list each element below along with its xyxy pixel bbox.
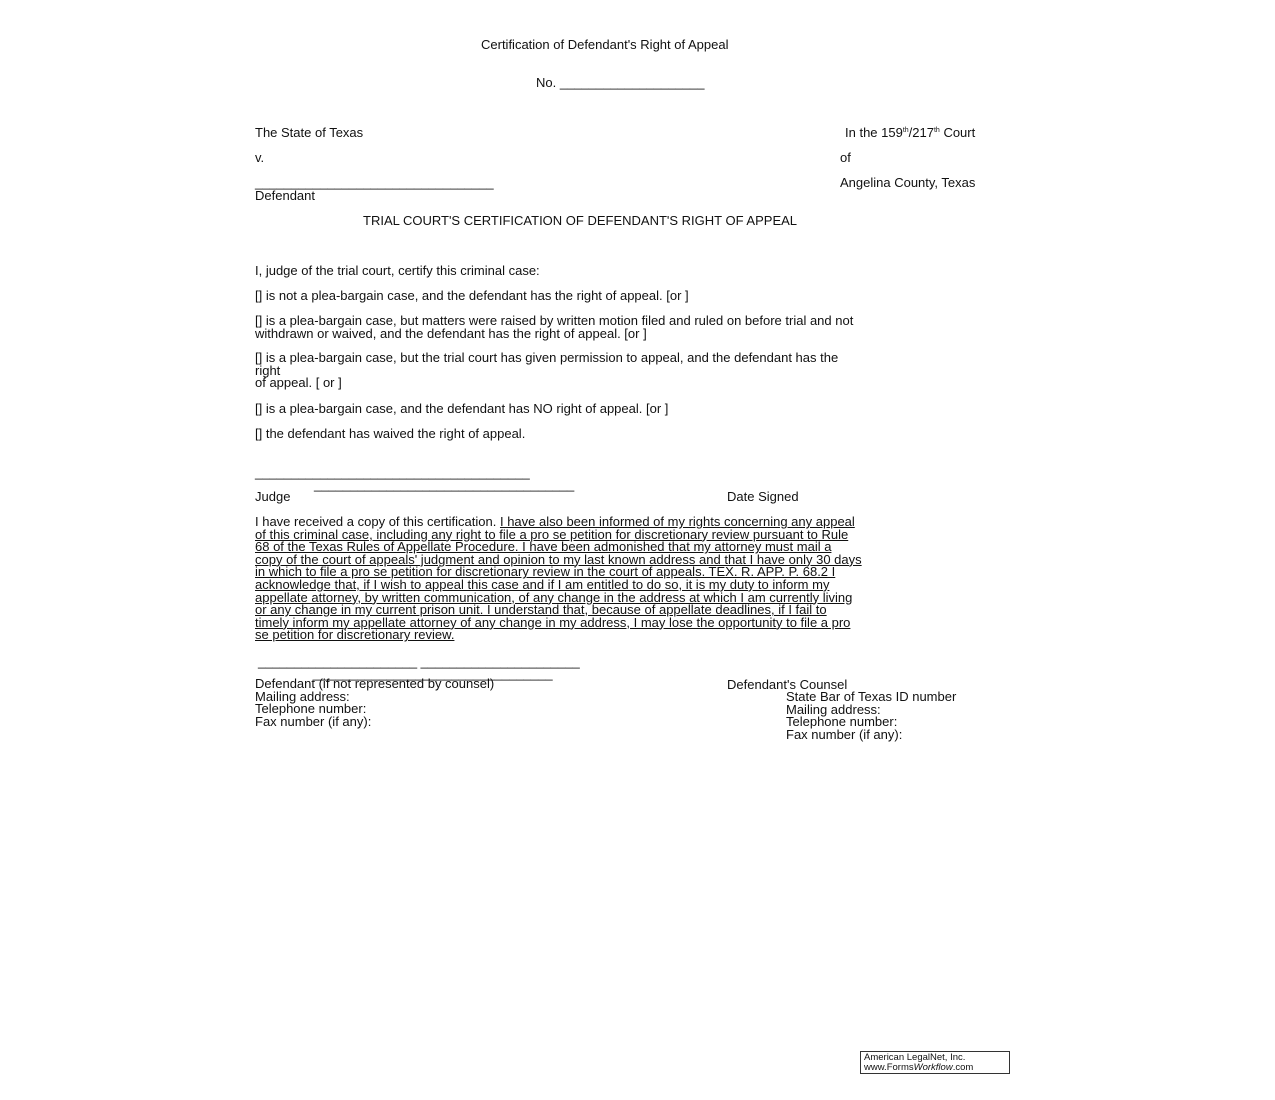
counsel-signature-line: _________________________________ [314, 666, 553, 681]
defendant-label: Defendant [255, 188, 315, 203]
option-permission [255, 352, 838, 390]
ack-line: timely inform my appellate attorney of any change in my address, I may lose the opportunity to file a pro [255, 614, 851, 630]
option-line: of appeal. [ or ] [255, 375, 342, 391]
counsel-title: Defendant's Counsel [727, 677, 848, 692]
ack-line: se petition for discretionary review. [255, 627, 455, 643]
counsel-block [786, 691, 956, 741]
court-sup2: th [933, 127, 940, 134]
option-not-plea-bargain: [] is not a plea-bargain case, and the defendant has the right of appeal. [or ] [255, 288, 689, 303]
defendant-line-label: Telephone number: [255, 701, 367, 717]
document-title: Certification of Defendant's Right of Appeal [481, 37, 729, 52]
ack-line: 68 of the Texas Rules of Appellate Procedure. I have been admonished that my attorney must mail a [255, 539, 832, 555]
court-prefix: In the 159 [845, 125, 903, 140]
court-of: of [840, 150, 851, 165]
publisher-url [864, 1063, 1009, 1073]
court-name [845, 126, 975, 140]
option-line: [] is a plea-bargain case, but matters were raised by written motion filed and ruled on before trial and not [255, 313, 854, 328]
defendant-line-label: Fax number (if any): [255, 713, 372, 729]
defendant-line-label: Defendant (if not represented by counsel) [255, 676, 495, 691]
counsel-line-label: State Bar of Texas ID number [786, 689, 957, 704]
acknowledgment-paragraph [255, 516, 1035, 642]
versus: v. [255, 150, 265, 165]
url-suffix: .com [952, 1062, 974, 1073]
court-suffix: Court [939, 125, 976, 140]
defendant-line: _________________________________ [255, 175, 494, 190]
defendant-line-label: Mailing address: [255, 688, 350, 704]
ack-plain: I have received a copy of this certification. [255, 514, 500, 529]
publisher-footer [860, 1051, 1010, 1074]
option-line: withdrawn or waived, and the defendant has the right of appeal. [or ] [255, 326, 647, 341]
date-signature-line: ____________________________________ [314, 477, 575, 492]
counsel-line-label: Mailing address: [786, 701, 881, 717]
option-written-motion [255, 314, 853, 341]
court-mid: /217 [908, 125, 934, 140]
ack-line: of this criminal case, including any right to file a pro se petition for discretionary review pursuant to Rule [255, 526, 849, 542]
state-party: The State of Texas [255, 125, 364, 140]
judge-label: Judge [255, 489, 291, 504]
date-signed-label: Date Signed [727, 489, 799, 504]
url-italic: Workflow [913, 1062, 953, 1073]
certification-heading: TRIAL COURT'S CERTIFICATION OF DEFENDANT'S RIGHT OF APPEAL [363, 213, 798, 228]
county: Angelina County, Texas [840, 175, 976, 190]
option-line: [] is a plea-bargain case, but the trial court has given permission to appeal, and the defendant has the [255, 350, 839, 365]
option-no-right: [] is a plea-bargain case, and the defendant has NO right of appeal. [or ] [255, 401, 669, 416]
ack-line: or any change in my current prison unit. I understand that, because of appellate deadlines, if I fail to [255, 602, 827, 618]
court-sup1: th [902, 127, 909, 134]
option-waived: [] the defendant has waived the right of appeal. [255, 426, 526, 441]
ack-line: in which to file a pro se petition for discretionary review in the court of appeals. TEX. R. APP. P. 68.2 I [255, 564, 836, 580]
ack-underlined: I have also been informed of my rights concerning any appeal [499, 514, 855, 529]
defendant-block [255, 678, 494, 728]
ack-line: appellate attorney, by written communication, of any change in the address at which I am currently living [255, 589, 853, 605]
url-prefix: www.Forms [864, 1062, 914, 1073]
ack-line: acknowledge that, if I wish to appeal this case and if I am entitled to do so, it is my duty to inform my [255, 576, 830, 592]
ack-line: copy of the court of appeals' judgment and opinion to my last known address and that I have only 30 days [255, 551, 862, 567]
option-line: right [255, 362, 281, 378]
counsel-line-label: Fax number (if any): [786, 726, 903, 742]
defendant-signature-line: ______________________ ______________________ [258, 654, 580, 669]
judge-signature-line: ______________________________________ [255, 465, 530, 480]
publisher-name: American LegalNet, Inc. [864, 1052, 966, 1063]
intro-text: I, judge of the trial court, certify this criminal case: [255, 263, 540, 278]
counsel-line-label: Telephone number: [786, 714, 898, 730]
case-number: No. ____________________ [536, 75, 705, 90]
